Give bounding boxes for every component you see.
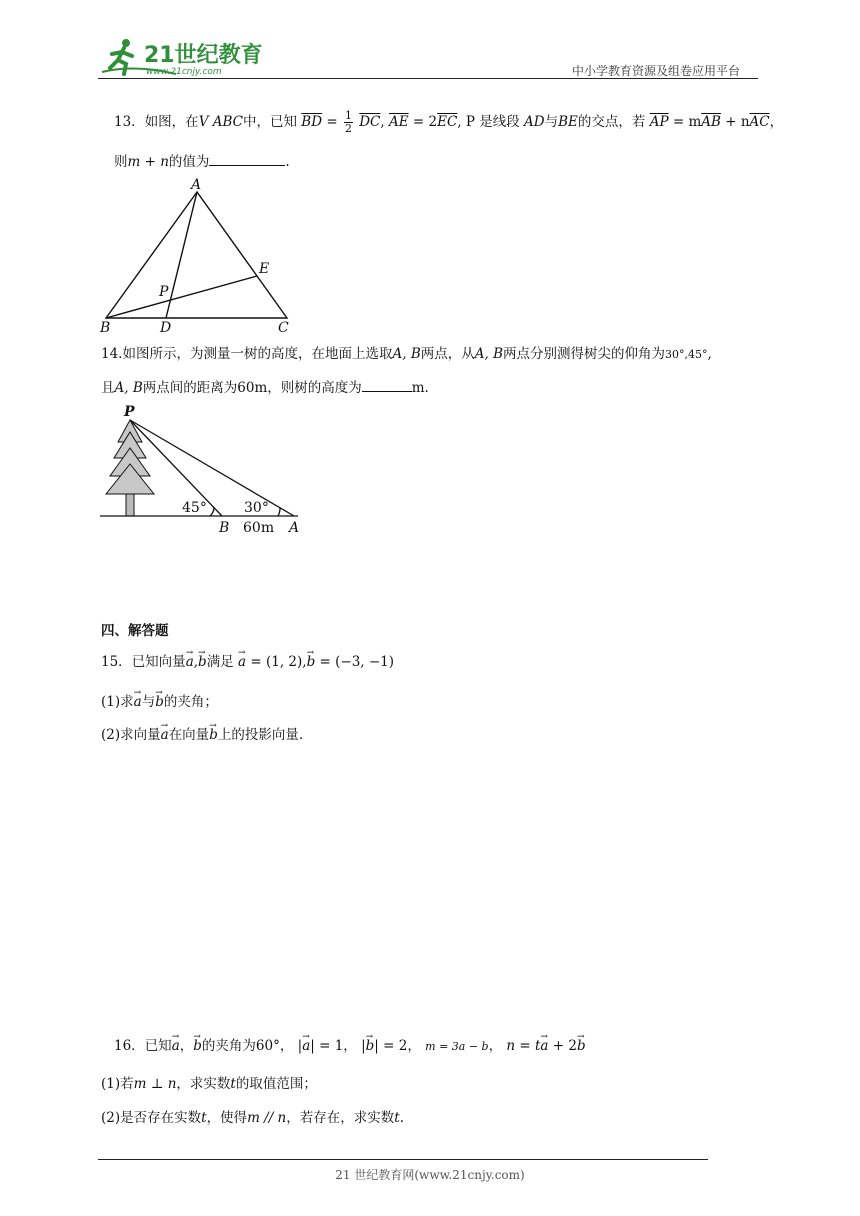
q16-line1: 16．已知→ a，→ b的夹角为60°， |→ a| = 1， |→ b| = 2， m = 3a − b， n = t→ a + 2→ b	[114, 1036, 586, 1057]
label-P: P	[124, 404, 135, 420]
footer-text: 21 世纪教育网(www.21cnjy.com)	[335, 1168, 525, 1182]
q15-part1: (1)求→ a与→ b的夹角；	[101, 692, 218, 712]
label-P: P	[159, 284, 169, 300]
header-divider	[98, 78, 758, 79]
answer-blank	[362, 390, 412, 392]
q15-line1: 15．已知向量→ a,→ b满足 → a = (1, 2),→ b = (−3, −1)	[101, 652, 394, 672]
angle-30-label: 30°	[244, 500, 269, 516]
svg-text:21世纪教育: 21世纪教育	[144, 43, 263, 68]
label-C: C	[278, 320, 289, 336]
distance-label: 60m	[243, 520, 275, 536]
label-E: E	[259, 261, 270, 277]
label-B: B	[100, 320, 111, 336]
q13-line2: 则m + n的值为 .	[114, 154, 290, 170]
q14-line1: 14.如图所示，为测量一树的高度，在地面上选取A, B两点，从A, B两点分别测得树尖的仰角为30°,45°,	[101, 346, 712, 362]
answer-blank	[209, 164, 285, 166]
tree-icon	[106, 420, 154, 516]
label-A: A	[289, 520, 300, 536]
q13-line1: 13．如图，在V ABC中，已知 $\overline{BD}$ = $\frac{1}{2}$ $\overline{DC}$, $\overline{AE} = 2\overline{EC}$, P 是线段 AD与BE的交点，若 $\overline{AP} = m\overline{AB} + n\overline{AC}$，	[114, 109, 784, 135]
q16-part1: (1)若m ⊥ n，求实数t的取值范围；	[101, 1076, 317, 1092]
footer-divider	[98, 1159, 708, 1160]
label-B: B	[219, 520, 230, 536]
q15-part2: (2)求向量→ a在向量→ b上的投影向量.	[101, 725, 303, 745]
site-logo	[96, 34, 266, 80]
q16-part2: (2)是否存在实数t，使得m // n，若存在，求实数t.	[101, 1110, 404, 1126]
header-platform-text: 中小学教育资源及组卷应用平台	[572, 64, 741, 78]
angle-45-label: 45°	[182, 500, 207, 516]
triangle-figure	[96, 176, 302, 336]
svg-text:www.21cnjy.com: www.21cnjy.com	[146, 67, 222, 77]
section-heading: 四、解答题	[101, 623, 169, 639]
tree-figure	[98, 402, 304, 536]
label-D: D	[160, 320, 172, 336]
label-A: A	[191, 177, 202, 193]
q14-line2: 且A, B两点间的距离为60m，则树的高度为 m.	[101, 380, 429, 396]
fraction-half: $\frac{1}{2}$	[344, 109, 352, 135]
